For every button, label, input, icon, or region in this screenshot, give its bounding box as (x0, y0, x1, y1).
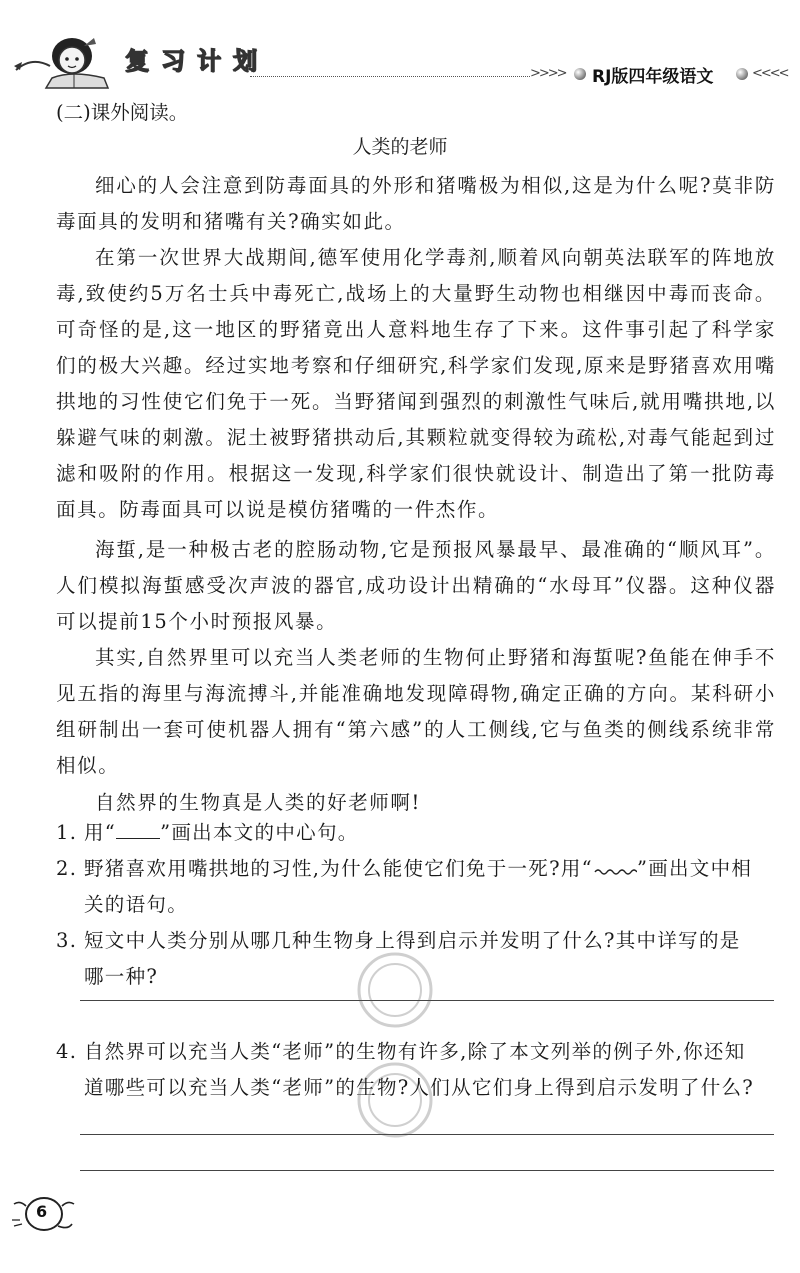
question-text: 野猪喜欢用嘴拱地的习性,为什么能使它们免于一死?用“ (84, 857, 593, 880)
question-text-continued: 哪一种? (84, 965, 159, 988)
watermark-stamp-icon (340, 940, 450, 1150)
series-title-char: 计 (197, 47, 221, 75)
section-label: (二)课外阅读。 (56, 101, 189, 124)
question-1 (56, 815, 776, 851)
series-title-char: 习 (161, 47, 185, 75)
question-number: 1. (56, 821, 78, 844)
page-header (0, 0, 800, 100)
series-title-char: 复 (125, 47, 149, 75)
question-text: 用“ (84, 821, 117, 844)
question-number: 3. (56, 929, 78, 952)
page-number: 6 (36, 1202, 48, 1221)
edition-label: RJ版四年级语文 (592, 67, 714, 87)
passage-paragraph: 细心的人会注意到防毒面具的外形和猪嘴极为相似,这是为什么呢?莫非防毒面具的发明和猪嘴有关?确实如此。 (56, 174, 776, 233)
right-chevrons: <<<< (752, 66, 788, 81)
question-text: 自然界可以充当人类“老师”的生物有许多,除了本文列举的例子外,你还知 (84, 1040, 746, 1063)
bead-icon (736, 68, 748, 80)
left-chevrons: >>>> (530, 66, 566, 81)
question-number: 2. (56, 857, 78, 880)
reading-girl-mascot-icon (12, 26, 122, 96)
passage-title: 人类的老师 (352, 136, 448, 158)
bead-icon (574, 68, 586, 80)
series-title-char: 划 (233, 47, 257, 75)
question-text: 短文中人类分别从哪几种生物身上得到启示并发明了什么?其中详写的是 (84, 929, 741, 952)
question-text: ”画出本文的中心句。 (160, 821, 359, 844)
question-text-continued: 关的语句。 (84, 893, 189, 916)
answer-line[interactable] (80, 1170, 774, 1171)
series-title (120, 44, 262, 78)
straight-underline-mark (116, 822, 160, 839)
question-2 (56, 851, 776, 923)
passage-paragraph: 海蜇,是一种极古老的腔肠动物,它是预报风暴最早、最准确的“顺风耳”。人们模拟海蜇感受次声波的器官,成功设计出精确的“水母耳”仪器。这种仪器可以提前15个小时预报风暴。 (56, 538, 776, 633)
wavy-underline-mark (593, 857, 637, 875)
question-text: ”画出文中相 (636, 857, 753, 880)
passage-paragraph: 自然界的生物真是人类的好老师啊! (95, 791, 421, 814)
question-number: 4. (56, 1040, 78, 1063)
question-text-continued: 道哪些可以充当人类“老师”的生物?人们从它们身上得到启示发明了什么? (84, 1076, 755, 1099)
passage-paragraph: 在第一次世界大战期间,德军使用化学毒剂,顺着风向朝英法联军的阵地放毒,致使约5万名士兵中毒死亡,战场上的大量野生动物也相继因中毒而丧命。可奇怪的是,这一地区的野猪竟出人意料地生存了下来。这件事引起了科学家们的极大兴趣。经过实地考察和仔细研究,科学家们发现,原来是野猪喜欢用嘴拱地的习性使它们免于一死。当野猪闻到强烈的刺激性气味后,就用嘴拱地,以躲避气味的刺激。泥土被野猪拱动后,其颗粒就变得较为疏松,对毒气能起到过滤和吸附的作用。根据这一发现,科学家们很快就设计、制造出了第一批防毒面具。防毒面具可以说是模仿猪嘴的一件杰作。 (56, 246, 776, 521)
header-dotted-rule (250, 76, 530, 77)
passage-paragraph: 其实,自然界里可以充当人类老师的生物何止野猪和海蜇呢?鱼能在伸手不见五指的海里与海流搏斗,并能准确地发现障碍物,确定正确的方向。某科研小组研制出一套可使机器人拥有“第六感”的人工侧线,它与鱼类的侧线系统非常相似。 (56, 646, 776, 777)
